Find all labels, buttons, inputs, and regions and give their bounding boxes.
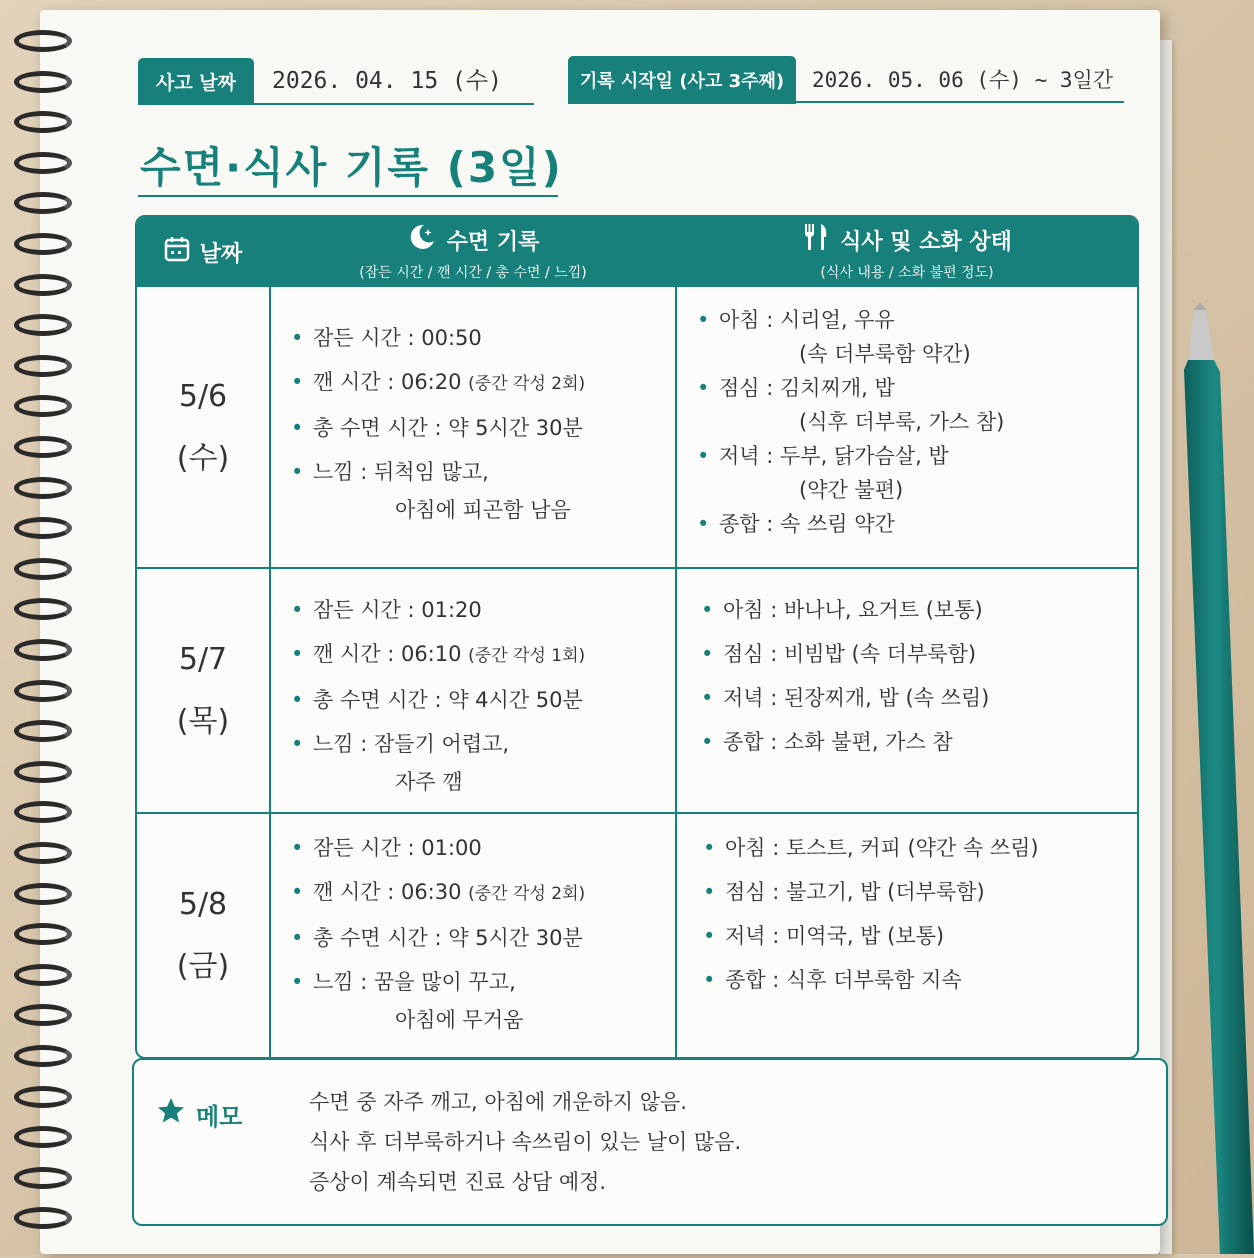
meal-summary: • 종합 : 소화 불편, 가스 참 bbox=[697, 725, 1133, 759]
table-row-date bbox=[137, 814, 269, 1057]
spiral-coil bbox=[14, 639, 72, 661]
spiral-coil bbox=[14, 923, 72, 945]
spiral-coil bbox=[14, 111, 72, 133]
spiral-coil bbox=[14, 1045, 72, 1067]
sleep-feeling-cont: 아침에 피곤함 남음 bbox=[395, 498, 571, 522]
spiral-coil bbox=[14, 720, 72, 742]
spiral-coil bbox=[14, 355, 72, 377]
calendar-icon bbox=[164, 236, 190, 268]
title-underline bbox=[138, 195, 558, 197]
memo-label-text: 메모 bbox=[196, 1102, 243, 1131]
star-icon bbox=[156, 1096, 186, 1132]
memo-text bbox=[309, 1082, 741, 1202]
header-sleep bbox=[271, 217, 675, 287]
wake-time bbox=[287, 365, 667, 401]
spiral-coil bbox=[14, 192, 72, 214]
wake-time bbox=[287, 637, 667, 673]
spiral-coil bbox=[14, 152, 72, 174]
row-divider bbox=[137, 812, 1137, 814]
header-meal-label: 식사 및 소화 상태 bbox=[840, 229, 1012, 255]
day-value: (수) bbox=[176, 441, 230, 476]
sleep-cell bbox=[287, 321, 667, 527]
meal-lunch-note: (식후 더부룩, 가스 참) bbox=[799, 410, 1005, 434]
date-value: 5/6 bbox=[178, 379, 228, 414]
meal-breakfast: • 아침 : 시리얼, 우유 bbox=[693, 303, 1133, 337]
spiral-coil bbox=[14, 233, 72, 255]
sleep-feeling-cont: 자주 깸 bbox=[395, 770, 463, 794]
meal-cell bbox=[699, 831, 1133, 997]
row-divider bbox=[137, 567, 1137, 569]
wake-time-text: 깬 시간 : 06:30 bbox=[313, 880, 462, 904]
spiral-coil bbox=[14, 1086, 72, 1108]
meal-summary: • 종합 : 속 쓰림 약간 bbox=[693, 507, 1133, 541]
spiral-coil bbox=[14, 801, 72, 823]
total-sleep: • 총 수면 시간 : 약 4시간 50분 bbox=[287, 683, 667, 717]
spiral-coil bbox=[14, 842, 72, 864]
date-value: 5/8 bbox=[178, 886, 228, 922]
record-table bbox=[135, 215, 1139, 1059]
sleep-time: • 잠든 시간 : 01:00 bbox=[287, 831, 667, 865]
spiral-coil bbox=[14, 395, 72, 417]
wake-time bbox=[287, 875, 667, 911]
pen bbox=[1180, 300, 1254, 1254]
meal-breakfast: • 아침 : 토스트, 커피 (약간 속 쓰림) bbox=[699, 831, 1133, 865]
sleep-time: • 잠든 시간 : 00:50 bbox=[287, 321, 667, 355]
wake-time-text: 깬 시간 : 06:10 bbox=[313, 642, 462, 666]
column-divider bbox=[675, 217, 677, 1057]
total-sleep: • 총 수면 시간 : 약 5시간 30분 bbox=[287, 921, 667, 955]
total-sleep: • 총 수면 시간 : 약 5시간 30분 bbox=[287, 411, 667, 445]
column-divider bbox=[269, 217, 271, 1057]
accident-date-underline bbox=[138, 103, 534, 105]
spiral-coil bbox=[14, 1167, 72, 1189]
sleep-feeling: • 느낌 : 뒤척임 많고, bbox=[287, 455, 667, 489]
spiral-coil bbox=[14, 436, 72, 458]
wake-note: (중간 각성 1회) bbox=[468, 646, 586, 666]
sleep-feeling-cont: 아침에 무거움 bbox=[395, 1008, 524, 1032]
accident-date-label: 사고 날짜 bbox=[138, 58, 254, 104]
spiral-coil bbox=[14, 1126, 72, 1148]
header-meal-sub: (식사 내용 / 소화 불편 정도) bbox=[820, 265, 994, 281]
meal-lunch: • 점심 : 비빔밥 (속 더부룩함) bbox=[697, 637, 1133, 671]
spiral-coil bbox=[14, 598, 72, 620]
spiral-coil bbox=[14, 964, 72, 986]
meal-lunch: • 점심 : 불고기, 밥 (더부룩함) bbox=[699, 875, 1133, 909]
header-meal bbox=[677, 217, 1137, 287]
date-value: 5/7 bbox=[178, 641, 228, 677]
meal-dinner-note: (약간 불편) bbox=[799, 478, 904, 502]
meal-cell bbox=[693, 303, 1133, 541]
fork-knife-icon bbox=[802, 222, 830, 258]
spiral-coil bbox=[14, 30, 72, 52]
wake-time-text: 깬 시간 : 06:20 bbox=[313, 370, 462, 394]
spiral-coil bbox=[14, 761, 72, 783]
spiral-coil bbox=[14, 558, 72, 580]
table-row-date bbox=[137, 289, 269, 567]
sleep-feeling: • 느낌 : 잠들기 어렵고, bbox=[287, 727, 667, 761]
moon-star-icon bbox=[407, 222, 437, 258]
header-sleep-label: 수면 기록 bbox=[446, 229, 540, 255]
wake-note: (중간 각성 2회) bbox=[468, 374, 586, 394]
header-date-label: 날짜 bbox=[199, 241, 243, 267]
meal-dinner: • 저녁 : 미역국, 밥 (보통) bbox=[699, 919, 1133, 953]
sleep-feeling: • 느낌 : 꿈을 많이 꾸고, bbox=[287, 965, 667, 999]
day-value: (금) bbox=[176, 948, 230, 984]
header-sleep-sub: (잠든 시간 / 깬 시간 / 총 수면 / 느낌) bbox=[359, 265, 587, 281]
table-row-date bbox=[137, 569, 269, 812]
meal-cell bbox=[697, 593, 1133, 759]
meal-breakfast-note: (속 더부룩함 약간) bbox=[799, 342, 971, 366]
header-date bbox=[137, 217, 269, 287]
spiral-coil bbox=[14, 680, 72, 702]
spiral-coil bbox=[14, 1004, 72, 1026]
meal-dinner: • 저녁 : 두부, 닭가슴살, 밥 bbox=[693, 439, 1133, 473]
spiral-coil bbox=[14, 1207, 72, 1229]
memo-line: 식사 후 더부룩하거나 속쓰림이 있는 날이 많음. bbox=[309, 1130, 742, 1154]
spiral-coil bbox=[14, 477, 72, 499]
memo-line: 증상이 계속되면 진료 상담 예정. bbox=[309, 1170, 607, 1194]
meal-summary: • 종합 : 식후 더부룩함 지속 bbox=[699, 963, 1133, 997]
sleep-cell bbox=[287, 593, 667, 799]
day-value: (목) bbox=[176, 703, 230, 739]
spiral-coil bbox=[14, 274, 72, 296]
accident-date-value: 2026. 04. 15 (수) bbox=[272, 68, 502, 94]
page-title: 수면·식사 기록 (3일) bbox=[140, 143, 563, 192]
memo-box bbox=[132, 1058, 1168, 1226]
memo-label bbox=[156, 1096, 242, 1132]
record-start-underline bbox=[568, 101, 1124, 103]
spiral-coil bbox=[14, 883, 72, 905]
sleep-time: • 잠든 시간 : 01:20 bbox=[287, 593, 667, 627]
spiral-coil bbox=[14, 314, 72, 336]
record-start-label: 기록 시작일 (사고 3주째) bbox=[568, 56, 796, 104]
sleep-cell bbox=[287, 831, 667, 1037]
wake-note: (중간 각성 2회) bbox=[468, 884, 586, 904]
spiral-coil bbox=[14, 517, 72, 539]
memo-line: 수면 중 자주 깨고, 아침에 개운하지 않음. bbox=[309, 1090, 687, 1114]
spiral-binding bbox=[0, 20, 80, 1250]
meal-lunch: • 점심 : 김치찌개, 밥 bbox=[693, 371, 1133, 405]
meal-dinner: • 저녁 : 된장찌개, 밥 (속 쓰림) bbox=[697, 681, 1133, 715]
meal-breakfast: • 아침 : 바나나, 요거트 (보통) bbox=[697, 593, 1133, 627]
spiral-coil bbox=[14, 71, 72, 93]
table-header bbox=[137, 217, 1137, 287]
record-start-value: 2026. 05. 06 (수) ~ 3일간 bbox=[812, 68, 1114, 92]
